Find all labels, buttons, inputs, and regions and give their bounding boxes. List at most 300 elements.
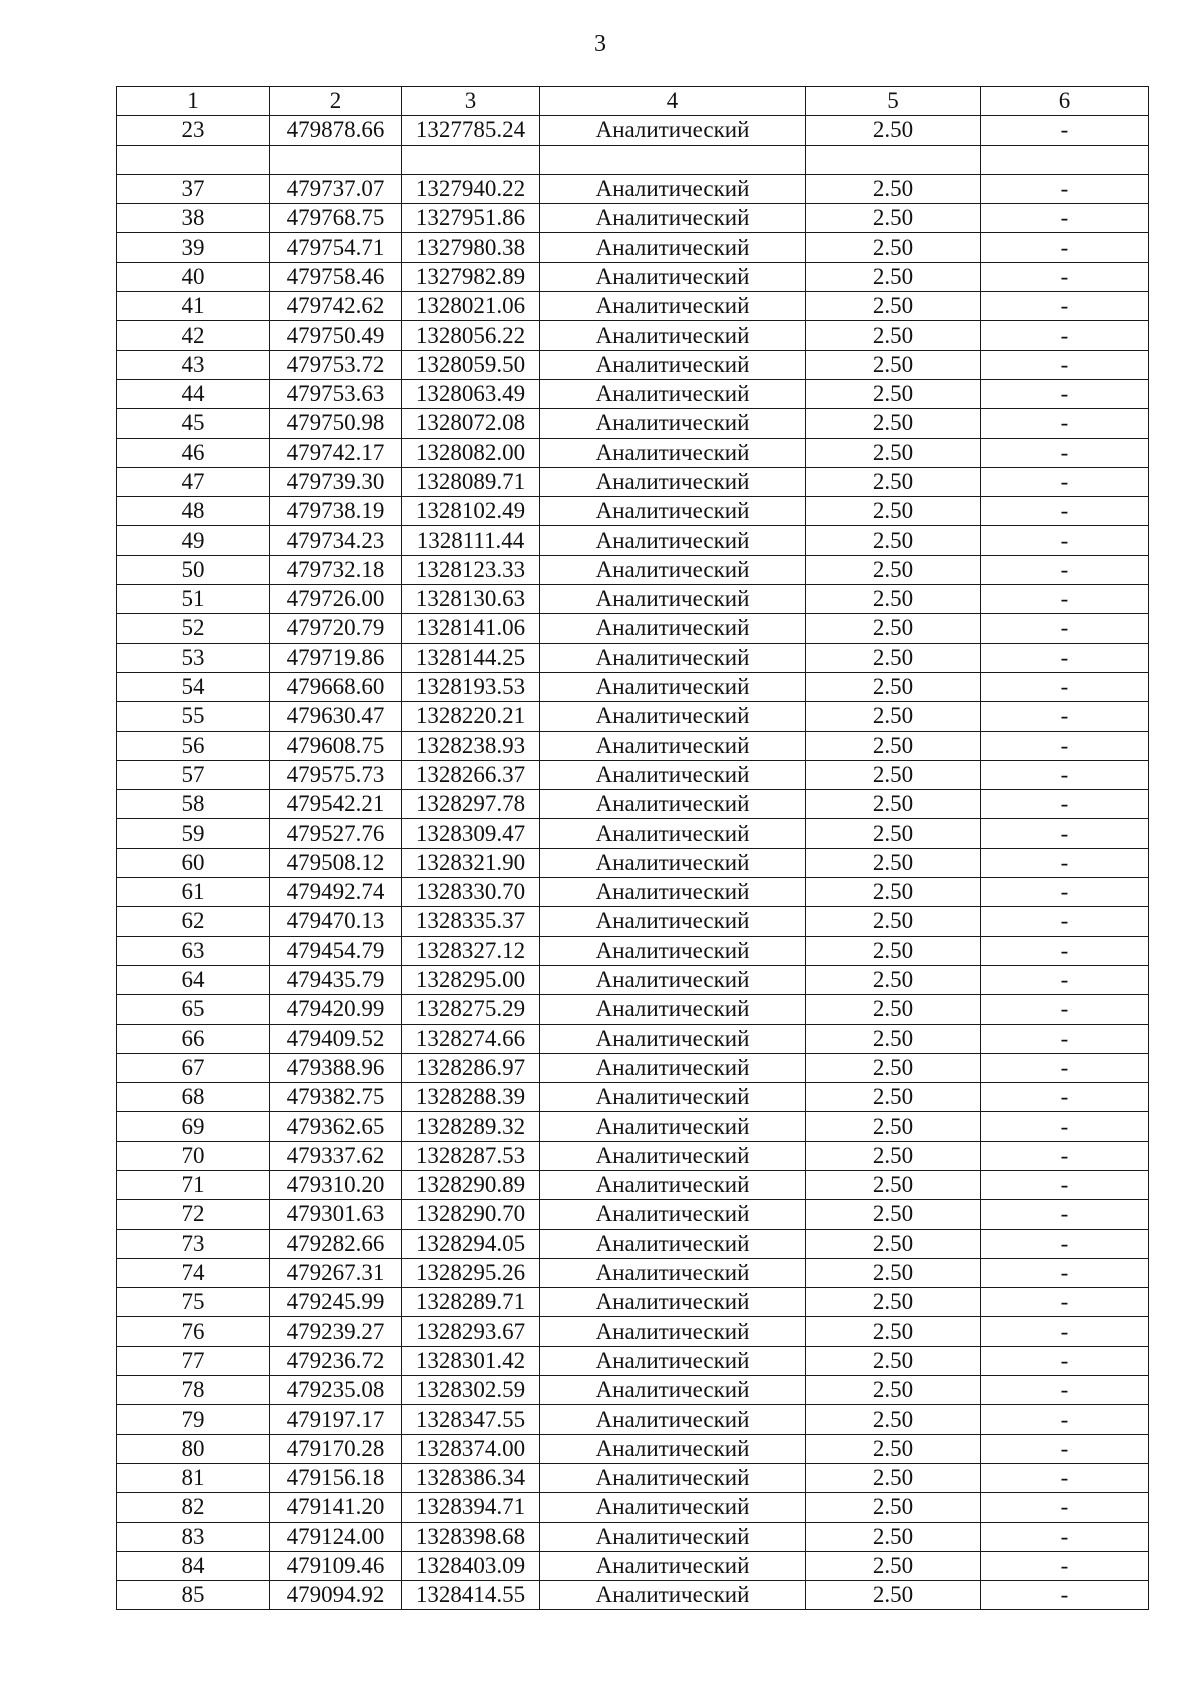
accuracy-cell: 2.50 — [806, 819, 981, 848]
y-coordinate-cell: 1328297.78 — [402, 790, 540, 819]
note-cell: - — [981, 790, 1149, 819]
table-row — [117, 643, 1149, 672]
accuracy-cell: 2.50 — [806, 1053, 981, 1082]
point-number-cell — [117, 145, 270, 174]
table-row — [117, 848, 1149, 877]
header-cell: 3 — [402, 87, 540, 116]
method-cell: Аналитический — [540, 1288, 806, 1317]
point-number-cell: 51 — [117, 585, 270, 614]
y-coordinate-cell: 1328063.49 — [402, 379, 540, 408]
method-cell: Аналитический — [540, 1522, 806, 1551]
header-cell: 5 — [806, 87, 981, 116]
table-row — [117, 1581, 1149, 1610]
method-cell: Аналитический — [540, 233, 806, 262]
note-cell: - — [981, 702, 1149, 731]
note-cell: - — [981, 379, 1149, 408]
accuracy-cell: 2.50 — [806, 672, 981, 701]
accuracy-cell: 2.50 — [806, 116, 981, 145]
x-coordinate-cell: 479630.47 — [270, 702, 402, 731]
method-cell: Аналитический — [540, 643, 806, 672]
point-number-cell: 71 — [117, 1170, 270, 1199]
y-coordinate-cell: 1328309.47 — [402, 819, 540, 848]
table-row — [117, 936, 1149, 965]
note-cell: - — [981, 965, 1149, 994]
header-cell: 2 — [270, 87, 402, 116]
point-number-cell: 45 — [117, 409, 270, 438]
point-number-cell: 43 — [117, 350, 270, 379]
note-cell: - — [981, 848, 1149, 877]
table-row — [117, 995, 1149, 1024]
table-row — [117, 1170, 1149, 1199]
point-number-cell: 53 — [117, 643, 270, 672]
accuracy-cell: 2.50 — [806, 1522, 981, 1551]
method-cell: Аналитический — [540, 409, 806, 438]
note-cell: - — [981, 1200, 1149, 1229]
table-row — [117, 555, 1149, 584]
point-number-cell: 41 — [117, 292, 270, 321]
table-row — [117, 614, 1149, 643]
table-row — [117, 790, 1149, 819]
point-number-cell: 84 — [117, 1551, 270, 1580]
x-coordinate-cell: 479739.30 — [270, 467, 402, 496]
point-number-cell: 40 — [117, 262, 270, 291]
accuracy-cell: 2.50 — [806, 526, 981, 555]
note-cell: - — [981, 614, 1149, 643]
point-number-cell: 48 — [117, 497, 270, 526]
point-number-cell: 47 — [117, 467, 270, 496]
method-cell: Аналитический — [540, 614, 806, 643]
note-cell: - — [981, 760, 1149, 789]
x-coordinate-cell: 479542.21 — [270, 790, 402, 819]
accuracy-cell: 2.50 — [806, 878, 981, 907]
x-coordinate-cell: 479754.71 — [270, 233, 402, 262]
x-coordinate-cell: 479719.86 — [270, 643, 402, 672]
note-cell: - — [981, 1463, 1149, 1492]
note-cell: - — [981, 1551, 1149, 1580]
accuracy-cell: 2.50 — [806, 995, 981, 1024]
method-cell: Аналитический — [540, 1200, 806, 1229]
y-coordinate-cell: 1328398.68 — [402, 1522, 540, 1551]
method-cell: Аналитический — [540, 292, 806, 321]
point-number-cell: 62 — [117, 907, 270, 936]
point-number-cell: 79 — [117, 1405, 270, 1434]
note-cell: - — [981, 409, 1149, 438]
note-cell: - — [981, 1170, 1149, 1199]
y-coordinate-cell: 1328301.42 — [402, 1346, 540, 1375]
note-cell: - — [981, 1258, 1149, 1287]
point-number-cell: 23 — [117, 116, 270, 145]
x-coordinate-cell: 479267.31 — [270, 1258, 402, 1287]
x-coordinate-cell: 479109.46 — [270, 1551, 402, 1580]
method-cell: Аналитический — [540, 1258, 806, 1287]
accuracy-cell: 2.50 — [806, 174, 981, 203]
method-cell: Аналитический — [540, 790, 806, 819]
accuracy-cell: 2.50 — [806, 497, 981, 526]
x-coordinate-cell: 479236.72 — [270, 1346, 402, 1375]
point-number-cell: 60 — [117, 848, 270, 877]
accuracy-cell — [806, 145, 981, 174]
method-cell: Аналитический — [540, 497, 806, 526]
accuracy-cell: 2.50 — [806, 702, 981, 731]
x-coordinate-cell: 479726.00 — [270, 585, 402, 614]
method-cell: Аналитический — [540, 1112, 806, 1141]
header-cell: 1 — [117, 87, 270, 116]
table-row — [117, 702, 1149, 731]
x-coordinate-cell: 479575.73 — [270, 760, 402, 789]
y-coordinate-cell: 1328330.70 — [402, 878, 540, 907]
point-number-cell: 46 — [117, 438, 270, 467]
method-cell — [540, 145, 806, 174]
accuracy-cell: 2.50 — [806, 965, 981, 994]
accuracy-cell: 2.50 — [806, 760, 981, 789]
point-number-cell: 69 — [117, 1112, 270, 1141]
method-cell: Аналитический — [540, 555, 806, 584]
table-body — [117, 116, 1149, 1610]
header-row — [117, 87, 1149, 116]
method-cell: Аналитический — [540, 1405, 806, 1434]
note-cell: - — [981, 1317, 1149, 1346]
accuracy-cell: 2.50 — [806, 848, 981, 877]
point-number-cell: 44 — [117, 379, 270, 408]
method-cell: Аналитический — [540, 585, 806, 614]
method-cell: Аналитический — [540, 965, 806, 994]
y-coordinate-cell: 1328275.29 — [402, 995, 540, 1024]
note-cell: - — [981, 819, 1149, 848]
y-coordinate-cell: 1328321.90 — [402, 848, 540, 877]
point-number-cell: 68 — [117, 1083, 270, 1112]
note-cell: - — [981, 1141, 1149, 1170]
accuracy-cell: 2.50 — [806, 438, 981, 467]
point-number-cell: 74 — [117, 1258, 270, 1287]
point-number-cell: 39 — [117, 233, 270, 262]
method-cell: Аналитический — [540, 174, 806, 203]
method-cell: Аналитический — [540, 1493, 806, 1522]
table-row — [117, 438, 1149, 467]
accuracy-cell: 2.50 — [806, 379, 981, 408]
y-coordinate-cell: 1328274.66 — [402, 1024, 540, 1053]
accuracy-cell: 2.50 — [806, 643, 981, 672]
table-row — [117, 1258, 1149, 1287]
note-cell: - — [981, 1053, 1149, 1082]
accuracy-cell: 2.50 — [806, 1258, 981, 1287]
x-coordinate-cell: 479738.19 — [270, 497, 402, 526]
x-coordinate-cell: 479337.62 — [270, 1141, 402, 1170]
table-row — [117, 672, 1149, 701]
point-number-cell: 66 — [117, 1024, 270, 1053]
accuracy-cell: 2.50 — [806, 585, 981, 614]
x-coordinate-cell: 479750.98 — [270, 409, 402, 438]
method-cell: Аналитический — [540, 1317, 806, 1346]
y-coordinate-cell: 1328335.37 — [402, 907, 540, 936]
x-coordinate-cell: 479156.18 — [270, 1463, 402, 1492]
x-coordinate-cell: 479454.79 — [270, 936, 402, 965]
note-cell: - — [981, 907, 1149, 936]
method-cell: Аналитический — [540, 936, 806, 965]
note-cell: - — [981, 233, 1149, 262]
accuracy-cell: 2.50 — [806, 262, 981, 291]
accuracy-cell: 2.50 — [806, 1493, 981, 1522]
point-number-cell: 50 — [117, 555, 270, 584]
note-cell: - — [981, 438, 1149, 467]
note-cell: - — [981, 204, 1149, 233]
x-coordinate-cell: 479768.75 — [270, 204, 402, 233]
x-coordinate-cell: 479239.27 — [270, 1317, 402, 1346]
point-number-cell: 80 — [117, 1434, 270, 1463]
method-cell: Аналитический — [540, 731, 806, 760]
table-row — [117, 1083, 1149, 1112]
accuracy-cell: 2.50 — [806, 790, 981, 819]
point-number-cell: 83 — [117, 1522, 270, 1551]
accuracy-cell: 2.50 — [806, 1141, 981, 1170]
y-coordinate-cell: 1328289.32 — [402, 1112, 540, 1141]
x-coordinate-cell: 479508.12 — [270, 848, 402, 877]
y-coordinate-cell: 1328294.05 — [402, 1229, 540, 1258]
table-row — [117, 1522, 1149, 1551]
method-cell: Аналитический — [540, 1434, 806, 1463]
x-coordinate-cell — [270, 145, 402, 174]
method-cell: Аналитический — [540, 760, 806, 789]
method-cell: Аналитический — [540, 848, 806, 877]
y-coordinate-cell: 1328414.55 — [402, 1581, 540, 1610]
point-number-cell: 65 — [117, 995, 270, 1024]
y-coordinate-cell: 1328123.33 — [402, 555, 540, 584]
method-cell: Аналитический — [540, 1551, 806, 1580]
table-row — [117, 1551, 1149, 1580]
x-coordinate-cell: 479878.66 — [270, 116, 402, 145]
y-coordinate-cell: 1328289.71 — [402, 1288, 540, 1317]
table-row — [117, 1229, 1149, 1258]
x-coordinate-cell: 479301.63 — [270, 1200, 402, 1229]
x-coordinate-cell: 479170.28 — [270, 1434, 402, 1463]
x-coordinate-cell: 479094.92 — [270, 1581, 402, 1610]
x-coordinate-cell: 479753.63 — [270, 379, 402, 408]
accuracy-cell: 2.50 — [806, 907, 981, 936]
method-cell: Аналитический — [540, 907, 806, 936]
note-cell: - — [981, 526, 1149, 555]
y-coordinate-cell: 1328072.08 — [402, 409, 540, 438]
accuracy-cell: 2.50 — [806, 1434, 981, 1463]
y-coordinate-cell: 1328293.67 — [402, 1317, 540, 1346]
method-cell: Аналитический — [540, 1024, 806, 1053]
note-cell: - — [981, 1346, 1149, 1375]
point-number-cell: 76 — [117, 1317, 270, 1346]
x-coordinate-cell: 479235.08 — [270, 1376, 402, 1405]
table-row — [117, 1405, 1149, 1434]
accuracy-cell: 2.50 — [806, 409, 981, 438]
method-cell: Аналитический — [540, 262, 806, 291]
table-row — [117, 321, 1149, 350]
table-row — [117, 731, 1149, 760]
note-cell: - — [981, 672, 1149, 701]
accuracy-cell: 2.50 — [806, 936, 981, 965]
table-row — [117, 965, 1149, 994]
point-number-cell: 49 — [117, 526, 270, 555]
x-coordinate-cell: 479668.60 — [270, 672, 402, 701]
x-coordinate-cell: 479742.17 — [270, 438, 402, 467]
x-coordinate-cell: 479141.20 — [270, 1493, 402, 1522]
x-coordinate-cell: 479492.74 — [270, 878, 402, 907]
x-coordinate-cell: 479124.00 — [270, 1522, 402, 1551]
note-cell: - — [981, 1083, 1149, 1112]
method-cell: Аналитический — [540, 1053, 806, 1082]
y-coordinate-cell: 1328089.71 — [402, 467, 540, 496]
y-coordinate-cell: 1328347.55 — [402, 1405, 540, 1434]
point-number-cell: 58 — [117, 790, 270, 819]
accuracy-cell: 2.50 — [806, 1024, 981, 1053]
y-coordinate-cell: 1328111.44 — [402, 526, 540, 555]
page-number: 3 — [594, 31, 606, 57]
point-number-cell: 75 — [117, 1288, 270, 1317]
method-cell: Аналитический — [540, 878, 806, 907]
y-coordinate-cell: 1328193.53 — [402, 672, 540, 701]
method-cell: Аналитический — [540, 1229, 806, 1258]
x-coordinate-cell: 479409.52 — [270, 1024, 402, 1053]
point-number-cell: 64 — [117, 965, 270, 994]
method-cell: Аналитический — [540, 526, 806, 555]
accuracy-cell: 2.50 — [806, 1083, 981, 1112]
y-coordinate-cell — [402, 145, 540, 174]
table-row — [117, 1288, 1149, 1317]
accuracy-cell: 2.50 — [806, 233, 981, 262]
x-coordinate-cell: 479197.17 — [270, 1405, 402, 1434]
x-coordinate-cell: 479758.46 — [270, 262, 402, 291]
method-cell: Аналитический — [540, 702, 806, 731]
point-number-cell: 82 — [117, 1493, 270, 1522]
accuracy-cell: 2.50 — [806, 321, 981, 350]
accuracy-cell: 2.50 — [806, 614, 981, 643]
method-cell: Аналитический — [540, 995, 806, 1024]
note-cell: - — [981, 1112, 1149, 1141]
method-cell: Аналитический — [540, 321, 806, 350]
y-coordinate-cell: 1328141.06 — [402, 614, 540, 643]
note-cell: - — [981, 878, 1149, 907]
note-cell: - — [981, 1405, 1149, 1434]
y-coordinate-cell: 1328290.89 — [402, 1170, 540, 1199]
y-coordinate-cell: 1328102.49 — [402, 497, 540, 526]
accuracy-cell: 2.50 — [806, 1112, 981, 1141]
accuracy-cell: 2.50 — [806, 204, 981, 233]
x-coordinate-cell: 479435.79 — [270, 965, 402, 994]
note-cell: - — [981, 1434, 1149, 1463]
note-cell: - — [981, 116, 1149, 145]
point-number-cell: 59 — [117, 819, 270, 848]
method-cell: Аналитический — [540, 467, 806, 496]
accuracy-cell: 2.50 — [806, 1200, 981, 1229]
point-number-cell: 77 — [117, 1346, 270, 1375]
x-coordinate-cell: 479420.99 — [270, 995, 402, 1024]
x-coordinate-cell: 479388.96 — [270, 1053, 402, 1082]
table-row — [117, 116, 1149, 145]
y-coordinate-cell: 1328327.12 — [402, 936, 540, 965]
note-cell: - — [981, 292, 1149, 321]
note-cell: - — [981, 1288, 1149, 1317]
point-number-cell: 78 — [117, 1376, 270, 1405]
method-cell: Аналитический — [540, 116, 806, 145]
y-coordinate-cell: 1328056.22 — [402, 321, 540, 350]
note-cell: - — [981, 936, 1149, 965]
table-row — [117, 379, 1149, 408]
method-cell: Аналитический — [540, 350, 806, 379]
accuracy-cell: 2.50 — [806, 292, 981, 321]
x-coordinate-cell: 479310.20 — [270, 1170, 402, 1199]
x-coordinate-cell: 479470.13 — [270, 907, 402, 936]
accuracy-cell: 2.50 — [806, 1170, 981, 1199]
table-row — [117, 497, 1149, 526]
method-cell: Аналитический — [540, 1170, 806, 1199]
note-cell: - — [981, 350, 1149, 379]
x-coordinate-cell: 479734.23 — [270, 526, 402, 555]
point-number-cell: 70 — [117, 1141, 270, 1170]
accuracy-cell: 2.50 — [806, 555, 981, 584]
method-cell: Аналитический — [540, 204, 806, 233]
table-row — [117, 1346, 1149, 1375]
table-row — [117, 1493, 1149, 1522]
point-number-cell: 38 — [117, 204, 270, 233]
table-row — [117, 204, 1149, 233]
note-cell: - — [981, 1522, 1149, 1551]
y-coordinate-cell: 1328130.63 — [402, 585, 540, 614]
table-row — [117, 145, 1149, 174]
coordinates-table — [116, 86, 1149, 1610]
header-cell: 6 — [981, 87, 1149, 116]
y-coordinate-cell: 1328286.97 — [402, 1053, 540, 1082]
table-row — [117, 907, 1149, 936]
point-number-cell: 61 — [117, 878, 270, 907]
table-row — [117, 1463, 1149, 1492]
method-cell: Аналитический — [540, 672, 806, 701]
y-coordinate-cell: 1328295.26 — [402, 1258, 540, 1287]
y-coordinate-cell: 1328144.25 — [402, 643, 540, 672]
y-coordinate-cell: 1328266.37 — [402, 760, 540, 789]
note-cell: - — [981, 321, 1149, 350]
note-cell: - — [981, 555, 1149, 584]
y-coordinate-cell: 1328287.53 — [402, 1141, 540, 1170]
note-cell: - — [981, 1493, 1149, 1522]
point-number-cell: 54 — [117, 672, 270, 701]
point-number-cell: 57 — [117, 760, 270, 789]
table-row — [117, 819, 1149, 848]
table-row — [117, 526, 1149, 555]
x-coordinate-cell: 479282.66 — [270, 1229, 402, 1258]
point-number-cell: 56 — [117, 731, 270, 760]
table-header — [117, 87, 1149, 116]
y-coordinate-cell: 1328059.50 — [402, 350, 540, 379]
accuracy-cell: 2.50 — [806, 1581, 981, 1610]
table-row — [117, 409, 1149, 438]
table-row — [117, 1141, 1149, 1170]
table-row — [117, 292, 1149, 321]
table-row — [117, 1053, 1149, 1082]
method-cell: Аналитический — [540, 1346, 806, 1375]
y-coordinate-cell: 1328386.34 — [402, 1463, 540, 1492]
y-coordinate-cell: 1328302.59 — [402, 1376, 540, 1405]
y-coordinate-cell: 1328220.21 — [402, 702, 540, 731]
accuracy-cell: 2.50 — [806, 731, 981, 760]
x-coordinate-cell: 479382.75 — [270, 1083, 402, 1112]
point-number-cell: 72 — [117, 1200, 270, 1229]
x-coordinate-cell: 479750.49 — [270, 321, 402, 350]
note-cell: - — [981, 1376, 1149, 1405]
x-coordinate-cell: 479742.62 — [270, 292, 402, 321]
table-row — [117, 467, 1149, 496]
table-row — [117, 350, 1149, 379]
x-coordinate-cell: 479245.99 — [270, 1288, 402, 1317]
accuracy-cell: 2.50 — [806, 1229, 981, 1258]
y-coordinate-cell: 1328082.00 — [402, 438, 540, 467]
table-row — [117, 760, 1149, 789]
method-cell: Аналитический — [540, 819, 806, 848]
method-cell: Аналитический — [540, 1376, 806, 1405]
